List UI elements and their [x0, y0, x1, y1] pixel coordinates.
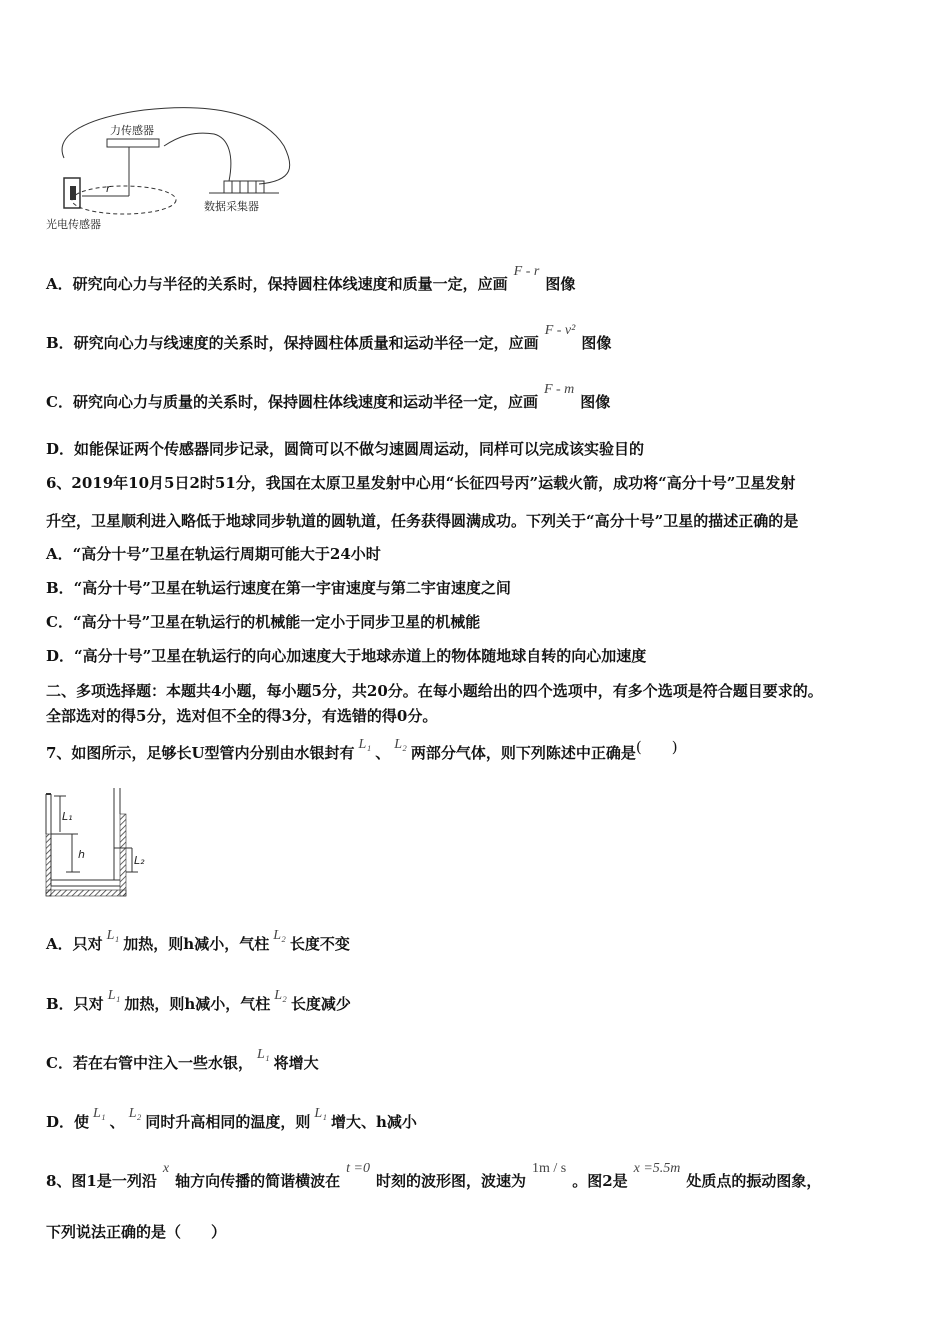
q5-option-d: D．如能保证两个传感器同步记录，圆筒可以不做匀速圆周运动，同样可以完成该实验目的 — [46, 440, 645, 458]
q7-option-c: C．若在右管中注入一些水银， L₁ 将增大 — [46, 1047, 319, 1072]
q8-stem-line1: 8、图1是一列沿x轴方向传播的简谐横波在t =0时刻的波形图，波速为1m / s。图2是x =5.5m处质点的振动图象， — [46, 1161, 822, 1190]
q7-option-d: D．使 L₁ 、 L₂ 同时升高相同的温度，则 L₁ 增大、h减小 — [46, 1106, 417, 1131]
fig-h-label: h — [78, 848, 85, 861]
math-xval: x =5.5m — [633, 1161, 681, 1176]
math-t0: t =0 — [346, 1161, 370, 1176]
math-l1: L₁ — [358, 737, 372, 752]
radius-label: r — [106, 182, 111, 195]
q6-option-a: A．“高分十号”卫星在轨运行周期可能大于24小时 — [46, 545, 381, 563]
section2-heading-line2: 全部选对的得5分，选对但不全的得3分，有选错的得0分。 — [46, 707, 438, 725]
photo-sensor-label: 光电传感器 — [46, 218, 101, 231]
math-f-v2: F - v² — [544, 323, 576, 338]
fig-l2-label: L₂ — [134, 854, 145, 867]
centripetal-apparatus-figure — [44, 96, 314, 236]
math-l2: L₂ — [394, 737, 407, 752]
math-f-r: F - r — [513, 264, 540, 279]
q6-option-c: C．“高分十号”卫星在轨运行的机械能一定小于同步卫星的机械能 — [46, 613, 481, 631]
q5-option-b: B．研究向心力与线速度的关系时，保持圆柱体质量和运动半径一定，应画F - v²图像 — [46, 323, 612, 352]
q6-stem-line2: 升空，卫星顺利进入略低于地球同步轨道的圆轨道，任务获得圆满成功。下列关于“高分十号”卫星的描述正确的是 — [46, 512, 799, 530]
force-sensor-label: 力传感器 — [110, 124, 154, 137]
q5-option-c: C．研究向心力与质量的关系时，保持圆柱体线速度和运动半径一定，应画F - m图像 — [46, 382, 611, 411]
u-tube-figure — [40, 786, 160, 904]
math-x: x — [162, 1161, 170, 1176]
q7-option-a: A．只对 L₁ 加热，则h减小，气柱 L₂ 长度不变 — [46, 928, 350, 953]
q5-option-a: A．研究向心力与半径的关系时，保持圆柱体线速度和质量一定，应画F - r图像 — [46, 264, 576, 293]
q8-stem-line2: 下列说法正确的是（ ） — [46, 1223, 227, 1241]
math-speed: 1m / s — [531, 1161, 567, 1176]
q6-option-b: B．“高分十号”卫星在轨运行速度在第一宇宙速度与第二宇宙速度之间 — [46, 579, 511, 597]
q7-option-b: B．只对 L₁ 加热，则h减小，气柱 L₂ 长度减少 — [46, 988, 351, 1013]
q6-option-d: D．“高分十号”卫星在轨运行的向心加速度大于地球赤道上的物体随地球自转的向心加速度 — [46, 647, 647, 665]
section2-heading-line1: 二、多项选择题：本题共4小题，每小题5分，共20分。在每小题给出的四个选项中，有多个选项是符合题目要求的。 — [46, 682, 823, 700]
data-collector-label: 数据采集器 — [204, 200, 259, 213]
q7-stem: 7、如图所示，足够长U型管内分别由水银封有 L₁ 、 L₂ 两部分气体，则下列陈述中正确是( ) — [46, 737, 678, 762]
math-f-m: F - m — [543, 382, 575, 397]
fig-l1-label: L₁ — [62, 810, 73, 823]
q6-stem-line1: 6、2019年10月5日2时51分，我国在太原卫星发射中心用“长征四号丙”运载火箭，成功将“高分十号”卫星发射 — [46, 474, 796, 492]
